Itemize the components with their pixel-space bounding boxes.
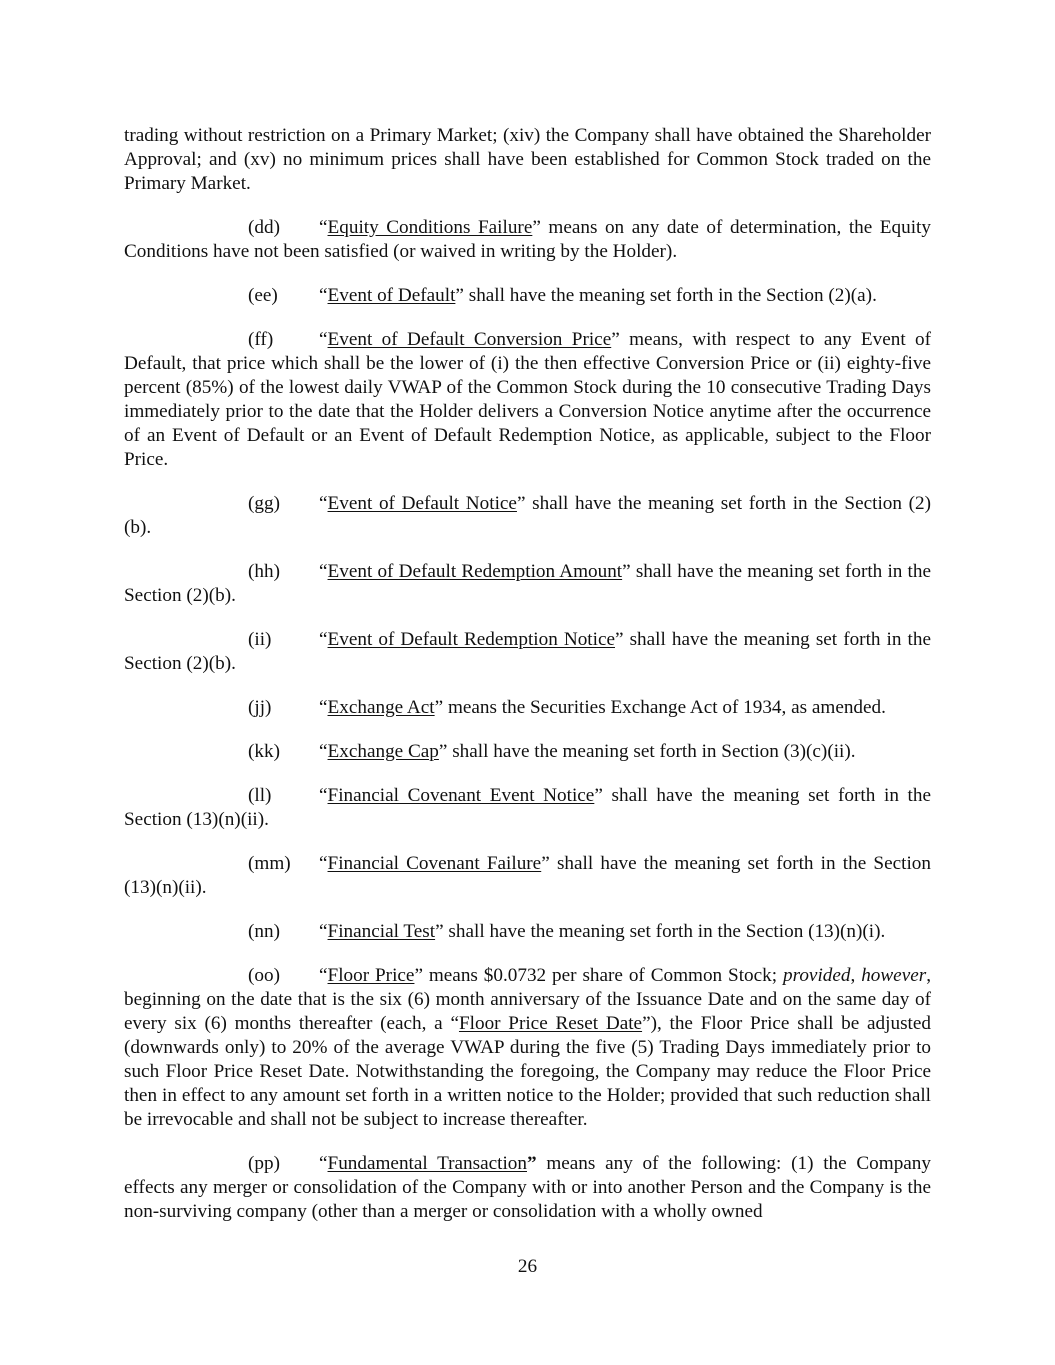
open-quote: “ — [319, 629, 328, 650]
defined-term: Event of Default Notice — [327, 493, 517, 514]
definition-text: means any of the following: (1) the Company effects any merger or consolidation of the Company with or into another Person and the Company is the non-surviving company (other than a merger or consolidation with a wholly owned — [124, 1153, 931, 1222]
definition-paragraph — [124, 560, 931, 608]
close-quote: ” — [455, 285, 464, 306]
defined-term: Event of Default Conversion Price — [327, 329, 612, 350]
definition-text: shall have the meaning set forth in the Section (13)(n)(ii). — [124, 785, 931, 830]
close-quote: ” — [516, 493, 526, 514]
open-quote: “ — [319, 561, 328, 582]
defined-term: Exchange Act — [327, 697, 435, 718]
definition-label: (jj) — [248, 697, 272, 718]
open-quote: “ — [319, 217, 328, 238]
definition-label: (dd) — [248, 217, 280, 238]
close-quote: ” — [434, 697, 444, 718]
comma: , — [850, 965, 862, 986]
definition-label: (nn) — [248, 921, 280, 942]
close-quote: ” — [438, 741, 448, 762]
definition-paragraph — [124, 328, 931, 472]
definition-text: ”), the Floor Price shall be adjusted (downwards only) to 20% of the average VWAP during the five (5) Trading Days immediately prior to such Floor Price Reset Date. Notwithstanding the foregoing, the Company may reduce the Floor Price then in effect to any amount set forth in a written notice to the Holder; provided that such reduction shall be irrevocable and shall not be subject to increase thereafter. — [124, 1013, 931, 1130]
defined-term: Event of Default Redemption Amount — [327, 561, 623, 582]
defined-term: Equity Conditions Failure — [327, 217, 533, 238]
close-quote: ” — [527, 1153, 537, 1174]
definition-paragraph — [124, 628, 931, 676]
definition-text: means, with respect to any Event of Default, that price which shall be the lower of (i) the then effective Conversion Price or (ii) eighty-five percent (85%) of the lowest daily VWAP of the Common Stock during the 10 consecutive Trading Days immediately prior to the date that the Holder delivers a Conversion Notice anytime after the occurrence of an Event of Default or an Event of Default Redemption Notice, as applicable, subject to the Floor Price. — [124, 329, 932, 470]
definition-fundamental-transaction — [124, 1152, 931, 1224]
open-quote: “ — [319, 785, 328, 806]
open-quote: “ — [319, 493, 328, 514]
definition-paragraph — [124, 492, 931, 540]
open-quote: “ — [319, 965, 328, 986]
definition-label: (kk) — [248, 741, 280, 762]
definition-label: (oo) — [248, 965, 280, 986]
definition-paragraph — [124, 284, 931, 308]
defined-term: Floor Price — [327, 965, 415, 986]
open-quote: “ — [319, 285, 328, 306]
close-quote: ” — [611, 329, 620, 350]
definition-label: (hh) — [248, 561, 280, 582]
close-quote: ” — [541, 853, 550, 874]
definition-text: , beginning on the date that is the six (6) month anniversary of the Issuance Date and on the same day of every six (6) months thereafter (each, a “ — [124, 965, 931, 1034]
intro-paragraph: trading without restriction on a Primary Market; (xiv) the Company shall have obtained the Shareholder Approval; and (xv) no minimum prices shall have been established for Common Stock traded on the Primary Market. — [124, 125, 931, 194]
definition-paragraph — [124, 216, 931, 264]
defined-term: Financial Covenant Failure — [327, 853, 542, 874]
close-quote: ” — [414, 965, 423, 986]
definition-label: (gg) — [248, 493, 280, 514]
definition-text: shall have the meaning set forth in the Section (2)(a). — [463, 285, 877, 306]
definition-label: (ll) — [248, 785, 272, 806]
page-number: 26 — [517, 1256, 538, 1277]
definition-text: means on any date of determination, the Equity Conditions have not been satisfied (or waived in writing by the Holder). — [124, 217, 931, 262]
definition-label: (ii) — [248, 629, 272, 650]
definition-label: (ee) — [248, 285, 278, 306]
open-quote: “ — [319, 741, 328, 762]
definition-text: shall have the meaning set forth in Section (3)(c)(ii). — [447, 741, 856, 762]
definition-paragraph — [124, 696, 931, 720]
definition-floor-price — [124, 964, 931, 1132]
open-quote: “ — [319, 697, 328, 718]
close-quote: ” — [435, 921, 444, 942]
definition-label: (pp) — [248, 1153, 280, 1174]
definitions-list — [124, 216, 931, 944]
open-quote: “ — [319, 1153, 328, 1174]
close-quote: ” — [615, 629, 624, 650]
definition-paragraph — [124, 920, 931, 944]
definition-paragraph — [124, 740, 931, 764]
provided-italic: provided — [782, 965, 851, 986]
definition-label: (mm) — [248, 853, 291, 874]
reset-date-term: Floor Price Reset Date — [458, 1013, 643, 1034]
definition-text: means the Securities Exchange Act of 1934, as amended. — [443, 697, 886, 718]
defined-term: Exchange Cap — [327, 741, 439, 762]
definition-text: shall have the meaning set forth in the Section (2)(b). — [124, 561, 931, 606]
close-quote: ” — [594, 785, 603, 806]
open-quote: “ — [319, 329, 328, 350]
definition-text: shall have the meaning set forth in the Section (2)(b). — [124, 493, 932, 538]
definition-paragraph — [124, 852, 931, 900]
defined-term: Event of Default Redemption Notice — [327, 629, 615, 650]
definition-label: (ff) — [248, 329, 274, 350]
defined-term: Financial Test — [327, 921, 436, 942]
close-quote: ” — [532, 217, 541, 238]
close-quote: ” — [622, 561, 631, 582]
however-italic: however — [861, 965, 927, 986]
definition-text: means $0.0732 per share of Common Stock; — [422, 965, 783, 986]
defined-term: Financial Covenant Event Notice — [327, 785, 595, 806]
document-page — [124, 124, 931, 1244]
defined-term: Event of Default — [327, 285, 456, 306]
open-quote: “ — [319, 853, 328, 874]
definition-text: shall have the meaning set forth in the Section (2)(b). — [124, 629, 931, 674]
definition-paragraph — [124, 784, 931, 832]
definition-text: shall have the meaning set forth in the Section (13)(n)(i). — [443, 921, 886, 942]
definition-text: shall have the meaning set forth in the Section (13)(n)(ii). — [124, 853, 931, 898]
open-quote: “ — [319, 921, 328, 942]
defined-term: Fundamental Transaction — [327, 1153, 527, 1174]
